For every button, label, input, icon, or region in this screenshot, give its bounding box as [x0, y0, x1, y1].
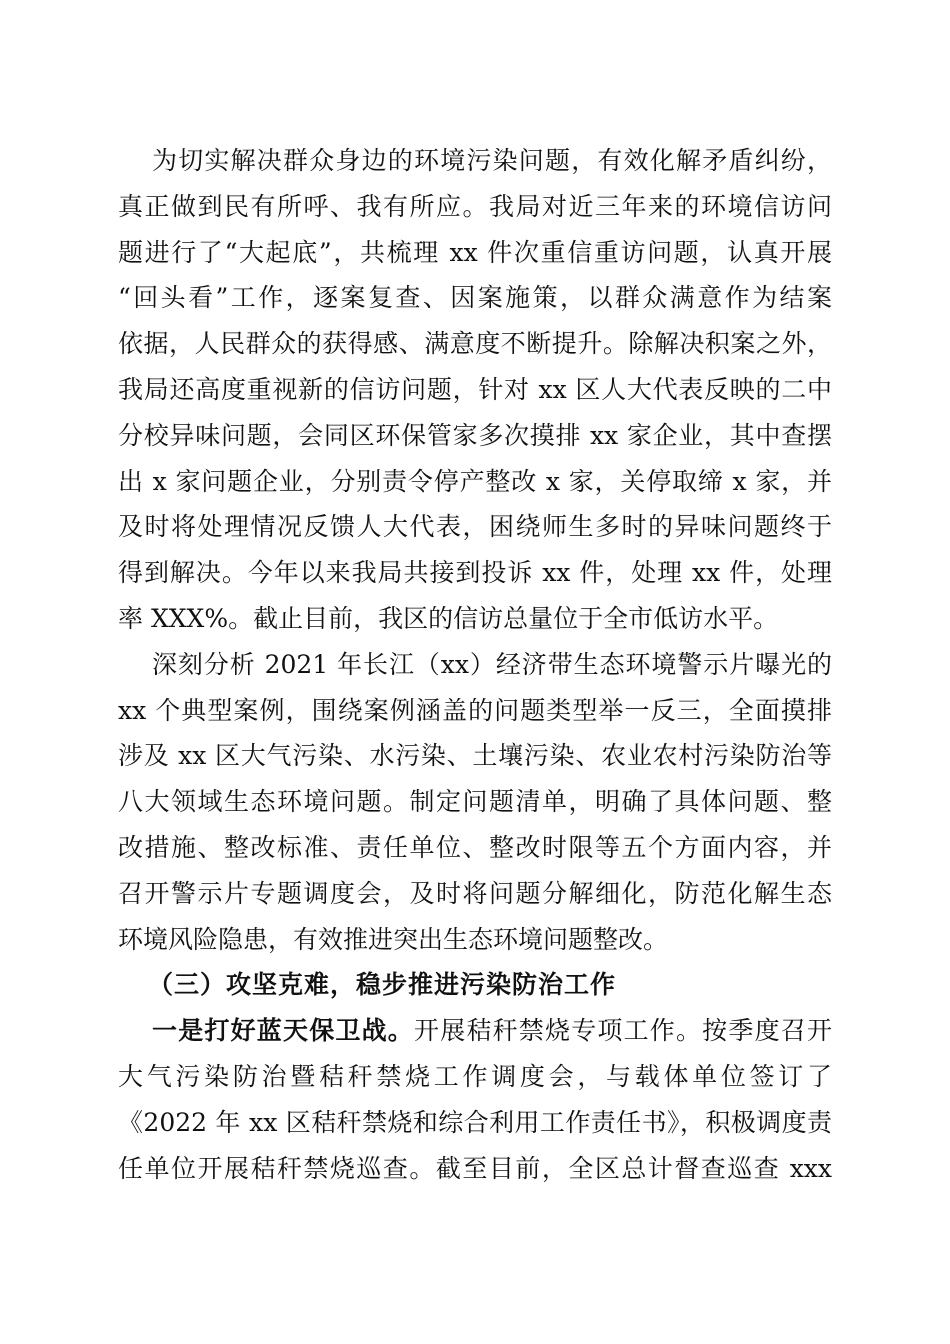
document-body: [118, 138, 832, 1191]
text-line: 及时将处理情况反馈人大代表，困绕师生多时的异味问题终于: [118, 512, 832, 542]
text-line: 率 XXX%。截止目前，我区的信访总量位于全市低访水平。: [118, 603, 779, 633]
section-heading: （三）攻坚克难，稳步推进污染防治工作: [148, 970, 617, 1000]
text-line: [118, 1008, 832, 1054]
text-line: 召开警示片专题调度会，及时将问题分解细化，防范化解生态: [118, 878, 832, 908]
text-run: 开展秸秆禁烧专项工作。按季度召开: [414, 1016, 832, 1046]
text-line: 环境风险隐患，有效推进突出生态环境问题整改。: [118, 924, 669, 954]
text-line: 我局还高度重视新的信访问题，针对 xx 区人大代表反映的二中: [118, 374, 832, 404]
paragraph-2: [118, 642, 832, 963]
paragraph-1: [118, 138, 832, 642]
text-line: 八大领域生态环境问题。制定问题清单，明确了具体问题、整: [118, 787, 832, 817]
text-line: 深刻分析 2021 年长江（xx）经济带生态环境警示片曝光的: [152, 649, 832, 679]
text-line: 依据，人民群众的获得感、满意度不断提升。除解决积案之外，: [118, 329, 832, 359]
text-line: 真正做到民有所呼、我有所应。我局对近三年来的环境信访问: [118, 191, 832, 221]
text-line: 为切实解决群众身边的环境污染问题，有效化解矛盾纠纷，: [152, 146, 832, 175]
text-line: “回头看”工作，逐案复查、因案施策，以群众满意作为结案: [118, 283, 832, 313]
text-line: 得到解决。今年以来我局共接到投诉 xx 件，处理 xx 件，处理: [118, 558, 832, 588]
text-line: 出 x 家问题企业，分别责令停产整改 x 家，关停取缔 x 家，并: [118, 466, 832, 496]
text-line: xx 个典型案例，围绕案例涵盖的问题类型举一反三，全面摸排: [118, 695, 832, 725]
text-line: 《2022 年 xx 区秸秆禁烧和综合利用工作责任书》，积极调度责: [118, 1107, 832, 1137]
lead-phrase: 一是打好蓝天保卫战。: [152, 1016, 414, 1046]
paragraph-3: [118, 1008, 832, 1191]
text-line: 大气污染防治暨秸秆禁烧工作调度会，与载体单位签订了: [118, 1061, 832, 1091]
text-line: 题进行了“大起底”，共梳理 xx 件次重信重访问题，认真开展: [118, 237, 832, 267]
text-line: 任单位开展秸秆禁烧巡查。截至目前，全区总计督查巡查 xxx: [118, 1153, 832, 1183]
text-line: 涉及 xx 区大气污染、水污染、土壤污染、农业农村污染防治等: [118, 741, 832, 771]
text-line: 分校异味问题，会同区环保管家多次摸排 xx 家企业，其中查摆: [118, 420, 832, 450]
text-line: 改措施、整改标准、责任单位、整改时限等五个方面内容，并: [118, 832, 832, 862]
